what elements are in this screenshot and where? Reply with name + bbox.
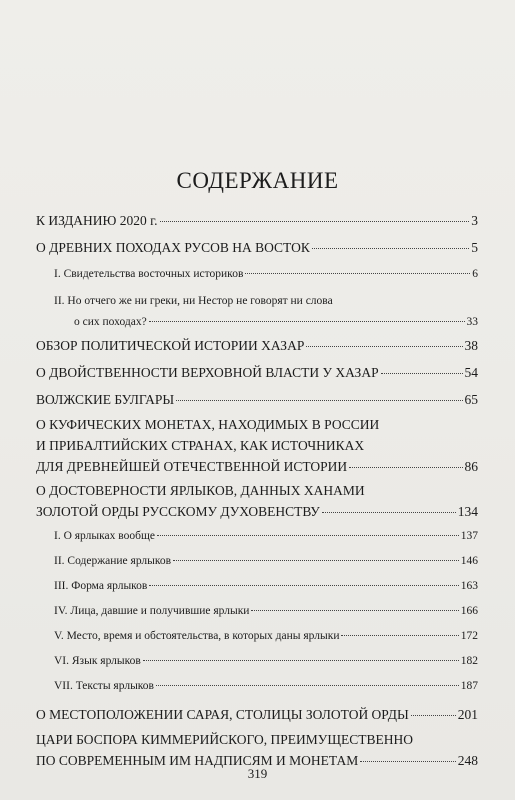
toc-entry-line [36,210,478,231]
toc-entry [54,576,478,597]
toc-entry [54,526,478,547]
toc-entry-title: И ПРИБАЛТИЙСКИХ СТРАНАХ, КАК ИСТОЧНИКАХ [36,438,365,453]
dot-leader [160,221,470,222]
toc-entry-line [36,362,478,383]
toc-entry [36,729,478,771]
toc-entry [36,414,478,477]
toc-entry-title: I. Свидетельства восточных историков [54,268,244,280]
toc-entry-line [36,456,478,477]
toc-entry-line [36,335,478,356]
toc-entry [36,237,478,258]
dot-leader [173,560,459,561]
toc-entry [36,210,478,231]
toc-entry [54,626,478,647]
toc-entry-title: ЦАРИ БОСПОРА КИММЕРИЙСКОГО, ПРЕИМУЩЕСТВЕННО [36,732,413,747]
dot-leader [245,273,470,274]
toc-entry-title: О ДВОЙСТВЕННОСТИ ВЕРХОВНОЙ ВЛАСТИ У ХАЗАР [36,365,379,380]
toc-entry-page: 172 [460,630,478,642]
toc-entry-title: V. Место, время и обстоятельства, в которых даны ярлыки [54,630,340,642]
toc-entry [36,480,478,522]
toc-entry-line [36,237,478,258]
toc-entry-page: 54 [464,365,478,380]
toc-entry-page: 33 [466,316,478,328]
toc-entry-page: 248 [457,753,478,768]
toc-entry [54,291,478,333]
toc-entry-line [36,389,478,410]
toc-entry [36,704,478,725]
toc-entry-line [54,551,478,572]
toc-entry-title: ПО СОВРЕМЕННЫМ ИМ НАДПИСЯМ И МОНЕТАМ [36,753,359,768]
dot-leader [149,321,465,322]
toc-entry-page: 134 [457,504,478,519]
toc-entry-line [36,729,478,750]
toc-entry-page: 3 [471,213,478,228]
dot-leader [176,400,462,401]
toc-entry-page: 65 [464,392,478,407]
toc-entry-title: II. Содержание ярлыков [54,555,172,567]
toc-entry-title: О ДРЕВНИХ ПОХОДАХ РУСОВ НА ВОСТОК [36,240,310,255]
toc-entry-page: 137 [460,530,478,542]
toc-entry-page: 187 [460,680,478,692]
dot-leader [349,467,462,468]
toc-entry-line [54,601,478,622]
toc-entry-line [54,264,478,285]
toc-entry-line [54,291,478,312]
toc-entry [54,676,478,697]
toc-entry-page: 166 [460,605,478,617]
dot-leader [322,512,456,513]
toc-entry-line [54,676,478,697]
toc-entry-title: ЗОЛОТОЙ ОРДЫ РУССКОМУ ДУХОВЕНСТВУ [36,504,320,519]
toc-entry-page: 86 [464,459,478,474]
toc-entry-line [54,651,478,672]
toc-entry-page: 6 [472,268,478,280]
toc-entry-title: О ДОСТОВЕРНОСТИ ЯРЛЫКОВ, ДАННЫХ ХАНАМИ [36,483,365,498]
page-number: 319 [247,766,268,781]
dot-leader [251,610,458,611]
toc-entry-page: 201 [457,707,478,722]
dot-leader [341,635,458,636]
toc-entry-page: 5 [471,240,478,255]
toc-entry-title: II. Но отчего же ни греки, ни Нестор не говорят ни слова [54,295,333,307]
toc-entry-line [54,312,478,333]
dot-leader [143,660,459,661]
toc-entry-page: 163 [460,580,478,592]
toc-entry-title: VII. Тексты ярлыков [54,680,154,692]
toc-entry-page: 182 [460,655,478,667]
toc-entry-title: VI. Язык ярлыков [54,655,141,667]
dot-leader [411,715,456,716]
page-title: СОДЕРЖАНИЕ [176,168,339,193]
toc-entry [54,651,478,672]
toc-entry-page: 38 [464,338,478,353]
toc-entry [36,335,478,356]
toc-entry-title: О МЕСТОПОЛОЖЕНИИ САРАЯ, СТОЛИЦЫ ЗОЛОТОЙ ОРДЫ [36,707,409,722]
dot-leader [306,346,462,347]
toc-entry-line [54,626,478,647]
dot-leader [312,248,469,249]
toc-entry-title: О КУФИЧЕСКИХ МОНЕТАХ, НАХОДИМЫХ В РОССИИ [36,417,380,432]
toc-entry-line [36,501,478,522]
toc-entry [36,362,478,383]
toc-entry-line [54,576,478,597]
toc-entry-line [36,435,478,456]
toc-entry-title: ВОЛЖСКИЕ БУЛГАРЫ [36,392,175,407]
toc-entry [36,389,478,410]
toc-entry-title: I. О ярлыках вообще [54,530,155,542]
toc-entry-line [36,704,478,725]
toc-entry-line [36,414,478,435]
toc-entry-title: IV. Лица, давшие и получившие ярлыки [54,605,250,617]
dot-leader [156,685,459,686]
dot-leader [149,585,458,586]
toc-entry-title: К ИЗДАНИЮ 2020 г. [36,213,158,228]
toc-entry-title: ОБЗОР ПОЛИТИЧЕСКОЙ ИСТОРИИ ХАЗАР [36,338,305,353]
toc-entry-title: III. Форма ярлыков [54,580,148,592]
toc-entry [54,264,478,285]
dot-leader [360,761,456,762]
dot-leader [381,373,463,374]
toc-entry-line [54,526,478,547]
toc-entry-title: ДЛЯ ДРЕВНЕЙШЕЙ ОТЕЧЕСТВЕННОЙ ИСТОРИИ [36,459,348,474]
toc-entry-line [36,480,478,501]
dot-leader [157,535,459,536]
toc-entry [54,601,478,622]
toc-entry-page: 146 [460,555,478,567]
toc-entry-title: о сих походах? [74,316,147,328]
toc-entry [54,551,478,572]
